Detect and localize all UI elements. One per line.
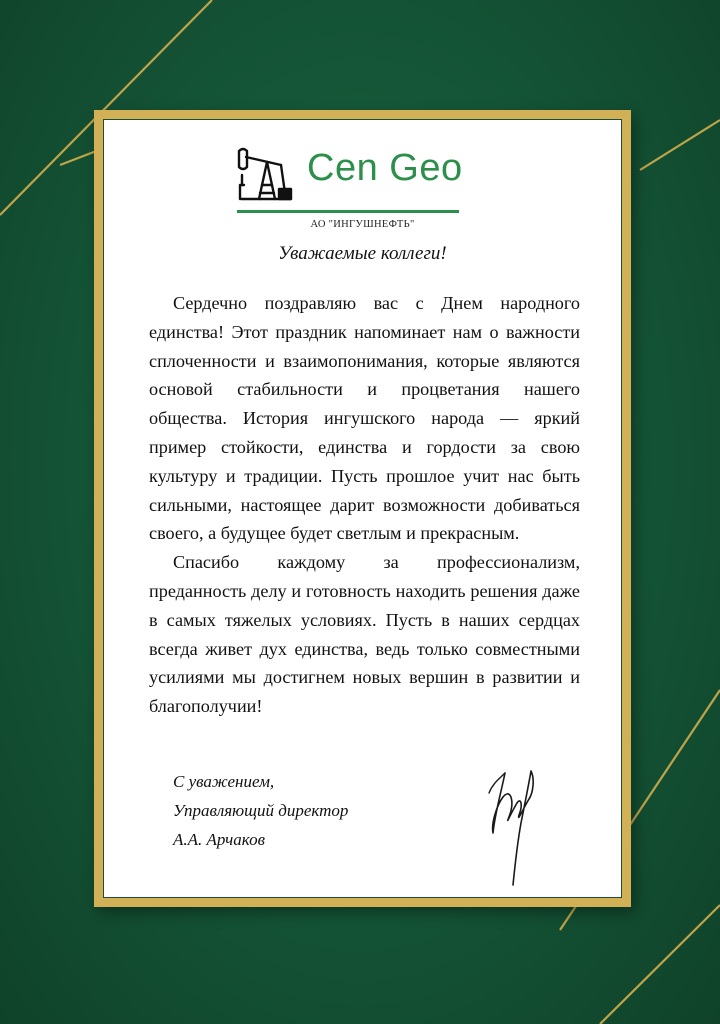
signature-block [173,767,348,854]
body-paragraph-2: Спасибо каждому за профессионализм, преданность делу и готовность находить решения даже в самых тяжелых условиях. Пусть в наших сердцах всегда живет дух единства, ведь только совместными усилиями мы достигнем новых вершин в развитии и благополучии! [149,552,580,717]
signer-position: Управляющий директор [173,801,349,820]
oil-pump-jack-icon [237,145,295,201]
greeting-heading: Уважаемые коллеги! [278,243,447,264]
closing-regards: С уважением, [173,772,275,791]
company-name: АО "ИНГУШНЕФТЬ" [310,219,415,230]
signer-name: А.А. Арчаков [173,830,265,849]
body-paragraph-1: Сердечно поздравляю вас с Днем народного единства! Этот праздник напоминает нам о важности сплоченности и взаимопонимания, которые являются основой стабильности и процветания нашего общества. История ингушского народа — яркий пример стойкости, единства и гордости за свою культуру и традиции. Пусть прошлое учит нас быть сильными, настоящее дарит возможности добиваться своего, а будущее будет светлым и прекрасным. [149,293,580,544]
company-logo [237,143,463,203]
letter-frame [94,110,631,907]
brand-name: Cen Geo [307,147,463,189]
letter-body [149,289,580,721]
logo-underline [237,210,459,213]
handwritten-signature [471,753,551,893]
